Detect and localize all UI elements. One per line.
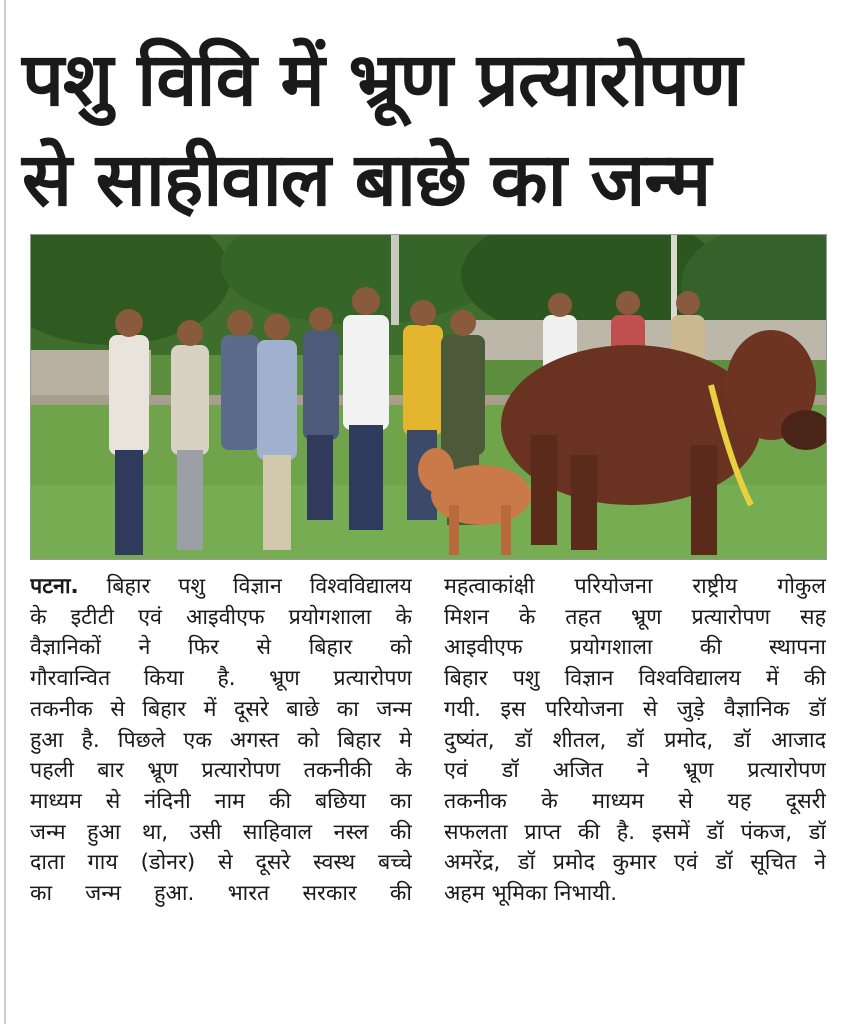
article-line: का जन्म हुआ. भारत सरकार की xyxy=(30,881,412,907)
article-line: आइवीएफ प्रयोगशाला की स्थापना xyxy=(444,635,826,661)
article-line: तकनीक के माध्यम से यह दूसरी xyxy=(444,788,826,814)
dateline: पटना. xyxy=(30,574,79,599)
article-line: पटना. बिहार पशु विज्ञान विश्वविद्यालय xyxy=(30,574,412,599)
article-line: पहली बार भ्रूण प्रत्यारोपण तकनीकी के xyxy=(30,758,412,784)
article-line: गौरवान्वित किया है. भ्रूण प्रत्यारोपण xyxy=(30,666,412,692)
article-line: गयी. इस परियोजना से जुड़े वैज्ञानिक डॉ xyxy=(444,696,826,722)
article-line: मिशन के तहत भ्रूण प्रत्यारोपण सह xyxy=(444,604,826,630)
article-line: महत्वाकांक्षी परियोजना राष्ट्रीय गोकुल xyxy=(444,574,826,599)
article-line: अहम भूमिका निभायी. xyxy=(444,881,618,907)
article-line: हुआ है. पिछले एक अगस्त को बिहार मे xyxy=(30,727,412,753)
article-line: बिहार पशु विज्ञान विश्वविद्यालय में की xyxy=(444,666,826,692)
article-line: सफलता प्राप्त की है. इसमें डॉ पंकज, डॉ xyxy=(444,819,826,845)
article-column-left xyxy=(30,572,412,910)
headline-line-1: पशु विवि में भ्रूण प्रत्यारोपण xyxy=(22,37,742,123)
article-line: तकनीक से बिहार में दूसरे बाछे का जन्म xyxy=(30,696,412,722)
article-line: दुष्यंत, डॉ शीतल, डॉ प्रमोद, डॉ आजाद xyxy=(444,727,826,753)
article-line: माध्यम से नंदिनी नाम की बछिया का xyxy=(30,788,412,814)
news-photo xyxy=(30,234,827,560)
headline-line-2: से साहीवाल बाछे का जन्म xyxy=(22,137,711,223)
article-line: अमरेंद्र, डॉ प्रमोद कुमार एवं डॉ सूचित ने xyxy=(444,850,826,876)
page-edge-rule xyxy=(4,0,6,1024)
article-line: के इटीटी एवं आइवीएफ प्रयोगशाला के xyxy=(30,604,412,630)
photo-illustration xyxy=(31,235,826,559)
article-column-right xyxy=(444,572,826,910)
headline xyxy=(22,30,842,230)
article-line: एवं डॉ अजित ने भ्रूण प्रत्यारोपण xyxy=(444,758,826,784)
article-line: जन्म हुआ था, उसी साहिवाल नस्ल की xyxy=(30,819,412,845)
article-line: वैज्ञानिकों ने फिर से बिहार को xyxy=(30,635,412,661)
article-line: दाता गाय (डोनर) से दूसरे स्वस्थ बच्चे xyxy=(30,850,412,876)
